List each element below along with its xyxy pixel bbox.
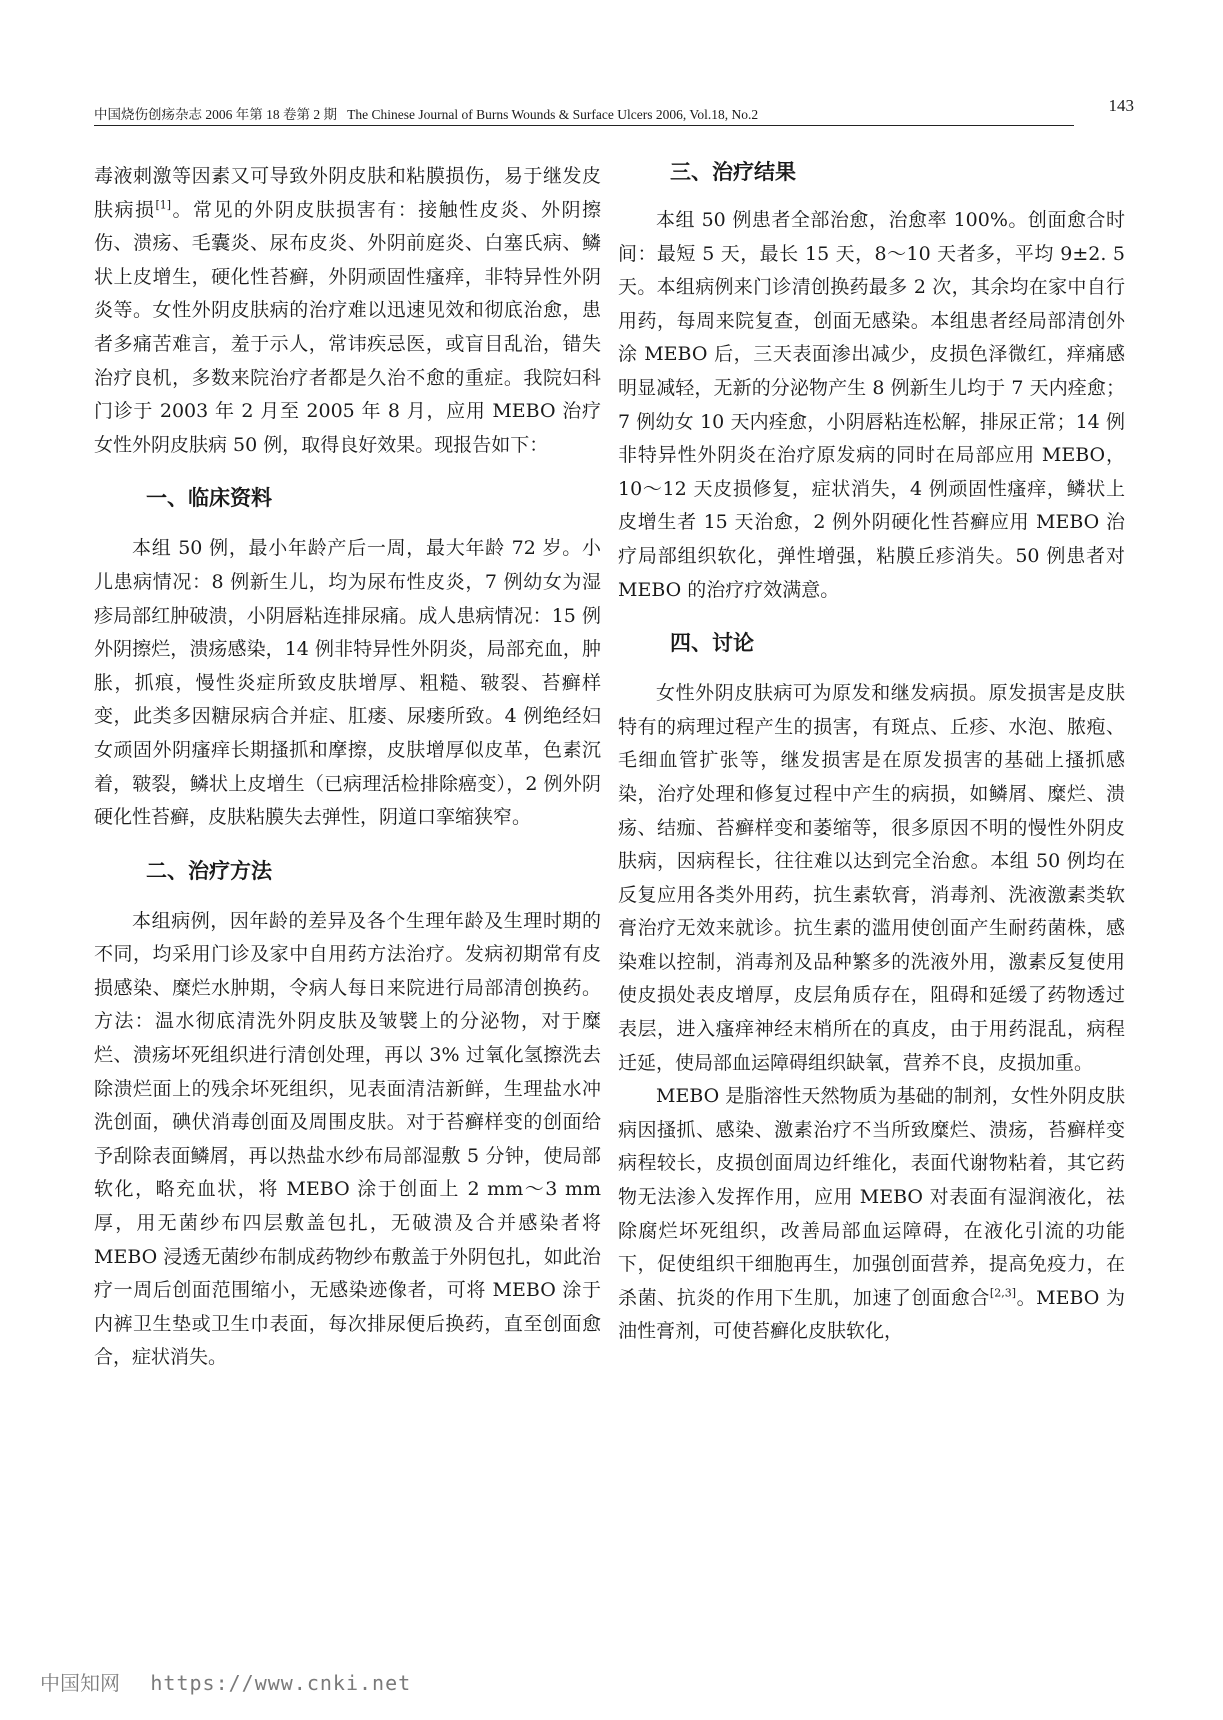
discussion-paragraph-2 [618,1080,1125,1349]
results-paragraph: 本组 50 例患者全部治愈，治愈率 100%。创面愈合时间：最短 5 天，最长 15 天，8～10 天者多，平均 9±2. 5 天。本组病例来门诊清创换药最多 2 次，其余均在家中自行用药，每周来院复查，创面无感染。本组患者经局部清创外涂 MEBO 后，三天表面渗出减少，皮损色泽微红，痒痛感明显减轻，无新的分泌物产生 8 例新生儿均于 7 天内痊愈；7 例幼女 10 天内痊愈，小阴唇粘连松解，排尿正常；14 例非特异性外阴炎在治疗原发病的同时在局部应用 MEBO，10～12 天皮损修复，症状消失，4 例顽固性瘙痒，鳞状上皮增生者 15 天治愈，2 例外阴硬化性苔癣应用 MEBO 治疗局部组织软化，弹性增强，粘膜丘疹消失。50 例患者对 MEBO 的治疗疗效满意。 [618,209,1125,601]
journal-citation [94,103,758,123]
watermark-brand: 中国知网 [40,1671,120,1695]
discussion-text-b: 。MEBO 为油性膏剂，可使苔癣化皮肤软化， [618,1286,1125,1343]
right-column [618,158,1125,1349]
cnki-watermark [40,1667,411,1696]
citation-ref: [2,3] [989,1286,1016,1300]
clinical-data-paragraph: 本组 50 例，最小年龄产后一周，最大年龄 72 岁。小儿患病情况：8 例新生儿，均为尿布性皮炎，7 例幼女为湿疹局部红肿破溃，小阴唇粘连排尿痛。成人患病情况：15 例外阴擦烂，溃疡感染，14 例非特异性外阴炎，局部充血，肿胀，抓痕，慢性炎症所致皮肤增厚、粗糙、皲裂、苔癣样变，此类多因糖尿病合并症、肛瘘、尿瘘所致。4 例绝经妇女顽固外阴瘙痒长期搔抓和摩擦，皮肤增厚似皮革，色素沉着，皲裂，鳞状上皮增生（已病理活检排除癌变），2 例外阴硬化性苔癣，皮肤粘膜失去弹性，阴道口挛缩狭窄。 [94,537,601,829]
running-header [94,96,1134,126]
intro-paragraph [94,160,601,462]
watermark-url: https://www.cnki.net [150,1671,412,1695]
intro-text-b: 。常见的外阴皮肤损害有：接触性皮炎、外阴擦伤、溃疡、毛囊炎、尿布皮炎、外阴前庭炎、白塞氏病、鳞状上皮增生，硬化性苔癣，外阴顽固性瘙痒，非特异性外阴炎等。女性外阴皮肤病的治疗难以迅速见效和彻底治愈，患者多痛苦难言，羞于示人，常讳疾忌医，或盲目乱治，错失治疗良机，多数来院治疗者都是久治不愈的重症。我院妇科门诊于 2003 年 2 月至 2005 年 8 月，应用 MEBO 治疗女性外阴皮肤病 50 例，取得良好效果。现报告如下： [94,198,601,456]
section-heading-treatment-method: 二、治疗方法 [146,858,272,883]
journal-title-en: The Chinese Journal of Burns Wounds & Surface Ulcers 2006, Vol.18, No.2 [347,107,759,122]
discussion-text-a: MEBO 是脂溶性天然物质为基础的制剂，女性外阴皮肤病因搔抓、感染、激素治疗不当所致糜烂、溃疡，苔癣样变病程较长，皮损创面周边纤维化，表面代谢物粘着，其它药物无法渗入发挥作用，应用 MEBO 对表面有湿润液化，祛除腐烂坏死组织，改善局部血运障碍，在液化引流的功能下，促使组织干细胞再生，加强创面营养，提高免疫力，在杀菌、抗炎的作用下生肌，加速了创面愈合 [618,1085,1125,1309]
discussion-paragraph-1: 女性外阴皮肤病可为原发和继发病损。原发损害是皮肤特有的病理过程产生的损害，有斑点、丘疹、水泡、脓疱、毛细血管扩张等，继发损害是在原发损害的基础上搔抓感染，治疗处理和修复过程中产生的病损，如鳞屑、糜烂、溃疡、结痂、苔癣样变和萎缩等，很多原因不明的慢性外阴皮肤病，因病程长，往往难以达到完全治愈。本组 50 例均在反复应用各类外用药，抗生素软膏，消毒剂、洗液激素类软膏治疗无效来就诊。抗生素的滥用使创面产生耐药菌株，感染难以控制，消毒剂及品种繁多的洗液外用，激素反复使用使皮损处表皮增厚，皮层角质存在，阻碍和延缓了药物透过表层，进入瘙痒神经末梢所在的真皮，由于用药混乱，病程迁延，使局部血运障碍组织缺氧，营养不良，皮损加重。 [618,682,1125,1074]
intro-text-a: 毒液刺激等因素又可导致外阴皮肤和粘膜损伤，易于继发皮肤病损 [94,165,601,221]
section-heading-results: 三、治疗结果 [670,160,796,184]
header-rule [94,125,1074,126]
page-number: 143 [1108,96,1134,115]
left-column [94,160,601,1375]
section-heading-discussion: 四、讨论 [670,631,754,656]
treatment-method-paragraph: 本组病例，因年龄的差异及各个生理年龄及生理时期的不同，均采用门诊及家中自用药方法治疗。发病初期常有皮损感染、糜烂水肿期，令病人每日来院进行局部清创换药。方法：温水彻底清洗外阴皮肤及皱襞上的分泌物，对于糜烂、溃疡坏死组织进行清创处理，再以 3% 过氧化氢擦洗去除溃烂面上的残余坏死组织，见表面清洁新鲜，生理盐水冲洗创面，碘伏消毒创面及周围皮肤。对于苔癣样变的创面给予刮除表面鳞屑，再以热盐水纱布局部湿敷 5 分钟，使局部软化，略充血状，将 MEBO 涂于创面上 2 mm～3 mm厚，用无菌纱布四层敷盖包扎，无破溃及合并感染者将 MEBO 浸透无菌纱布制成药物纱布敷盖于外阴包扎，如此治疗一周后创面范围缩小，无感染迹像者，可将 MEBO 涂于内裤卫生垫或卫生巾表面，每次排尿便后换药，直至创面愈合，症状消失。 [94,909,601,1369]
citation-ref: [1] [155,198,172,212]
section-heading-clinical-data: 一、临床资料 [146,486,272,511]
journal-title-cn: 中国烧伤创疡杂志 2006 年第 18 卷第 2 期 [94,107,337,122]
